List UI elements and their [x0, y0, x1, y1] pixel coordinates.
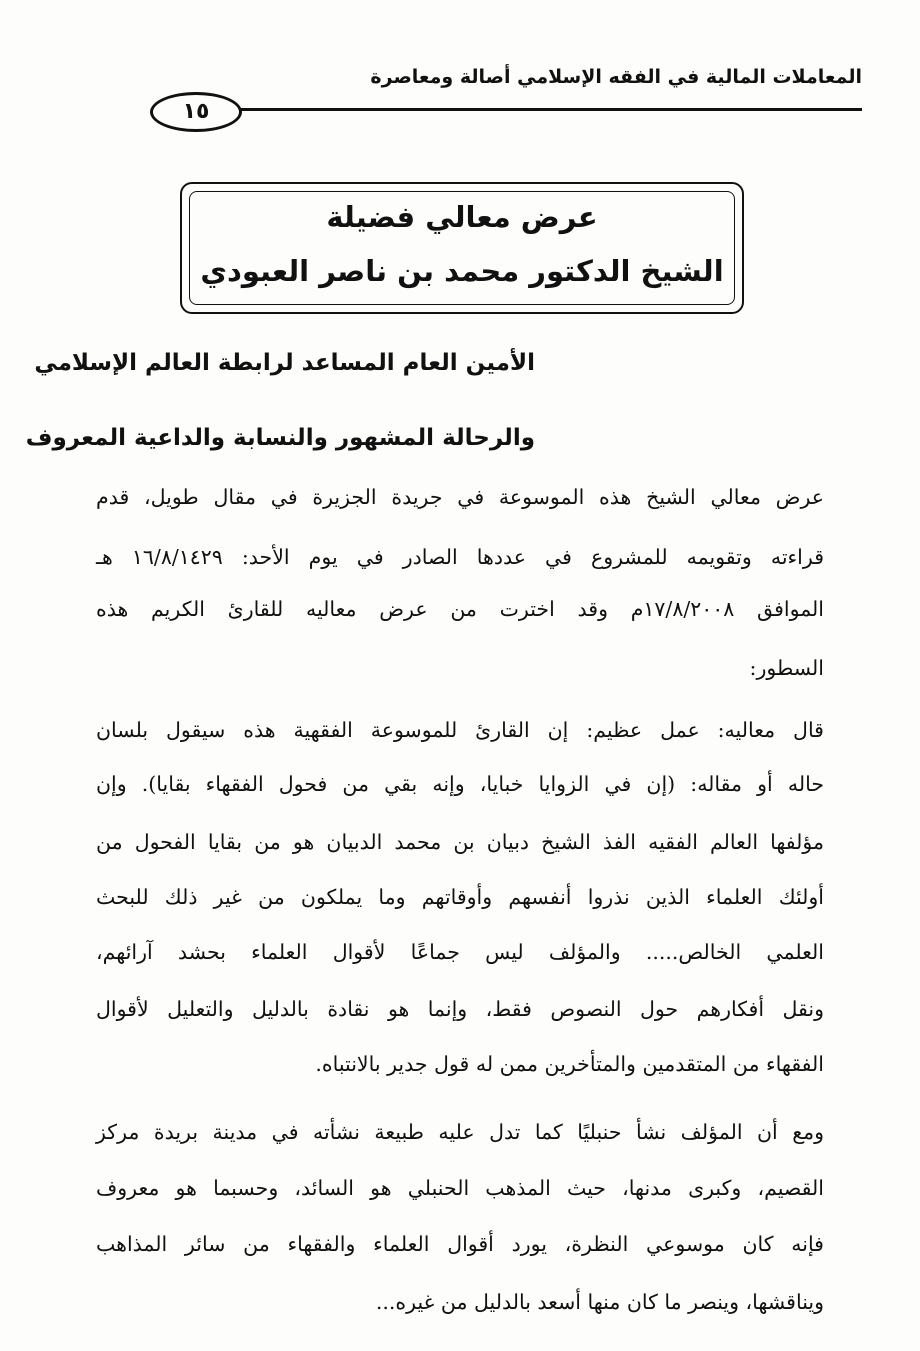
body-line: فإنه كان موسوعي النظرة، يورد أقوال العلماء والفقهاء من سائر المذاهب — [96, 1232, 824, 1256]
body-line: ومع أن المؤلف نشأ حنبليًا كما تدل عليه طبيعة نشأته في مدينة بريدة مركز — [96, 1120, 824, 1144]
body-line: حاله أو مقاله: (إن في الزوايا خبايا، وإنه بقي من فحول الفقهاء بقايا). وإن — [96, 772, 824, 796]
body-line: قال معاليه: عمل عظيم: إن القارئ للموسوعة الفقهية هذه سيقول بلسان — [96, 718, 824, 742]
body-line: عرض معالي الشيخ هذه الموسوعة في جريدة الجزيرة في مقال طويل، قدم — [96, 485, 824, 509]
body-line: مؤلفها العالم الفقيه الفذ الشيخ دبيان بن محمد الدبيان هو من بقايا الفحول من — [96, 830, 824, 854]
body-line: العلمي الخالص..... والمؤلف ليس جماعًا لأقوال العلماء بحشد آرائهم، — [96, 940, 824, 964]
body-line: ونقل أفكارهم حول النصوص فقط، وإنما هو نقادة بالدليل والتعليل لأقوال — [96, 997, 824, 1021]
subheading-traveler: والرحالة المشهور والنسابة والداعية المعروف — [25, 425, 535, 451]
body-line: السطور: — [749, 656, 824, 680]
body-line: ويناقشها، وينصر ما كان منها أسعد بالدليل من غيره... — [375, 1290, 824, 1314]
body-line: أولئك العلماء الذين نذروا أنفسهم وأوقاتهم وما يملكون من غير ذلك للبحث — [96, 885, 824, 909]
body-line: قراءته وتقويمه للمشروع في عددها الصادر في يوم الأحد: ١٦/٨/١٤٢٩ هـ — [96, 545, 824, 569]
header-rule — [232, 108, 862, 111]
title-frame — [180, 182, 744, 314]
running-header-title: المعاملات المالية في الفقه الإسلامي أصالة ومعاصرة — [370, 66, 862, 88]
subheading-secretary-general: الأمين العام المساعد لرابطة العالم الإسلامي — [34, 350, 535, 376]
title-line-2: الشيخ الدكتور محمد بن ناصر العبودي — [200, 254, 724, 288]
body-line: الموافق ١٧/٨/٢٠٠٨م وقد اخترت من عرض معاليه للقارئ الكريم هذه — [96, 597, 824, 621]
body-line: الفقهاء من المتقدمين والمتأخرين ممن له قول جدير بالانتباه. — [315, 1052, 824, 1076]
body-line: القصيم، وكبرى مدنها، حيث المذهب الحنبلي هو السائد، وحسبما هو معروف — [96, 1176, 824, 1200]
page-number: ١٥ — [150, 92, 242, 132]
title-line-1: عرض معالي فضيلة — [326, 200, 598, 234]
